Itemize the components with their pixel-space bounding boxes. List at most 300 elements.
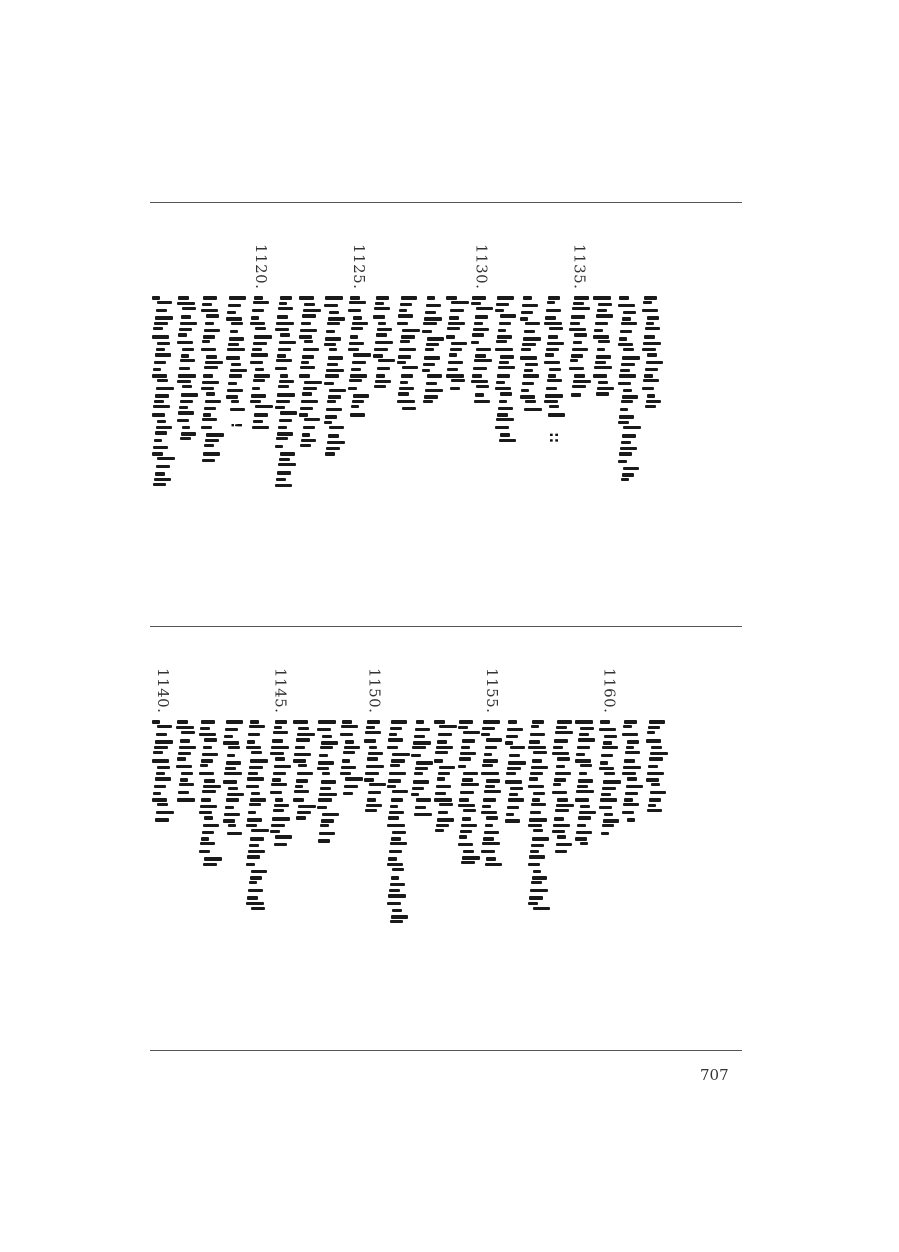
script-stroke [271, 824, 285, 827]
script-stroke [651, 746, 662, 749]
script-stroke [275, 720, 287, 724]
script-stroke [461, 861, 475, 864]
script-stroke [399, 348, 416, 351]
script-stroke [327, 441, 345, 444]
script-stroke [329, 311, 339, 314]
script-stroke [523, 374, 539, 378]
script-stroke [302, 355, 314, 359]
script-stroke [427, 296, 435, 300]
script-stroke [324, 343, 336, 346]
script-stroke [277, 432, 293, 436]
script-stroke [436, 785, 451, 788]
script-stroke [472, 374, 482, 378]
script-stroke [226, 395, 238, 399]
script-stroke [203, 374, 213, 378]
script-stroke [603, 741, 612, 745]
script-stroke [279, 380, 294, 383]
script-stroke [275, 484, 292, 487]
script-stroke [199, 733, 216, 736]
script-stroke [603, 819, 619, 823]
script-stroke [279, 341, 296, 344]
script-stroke [600, 720, 610, 724]
script-stroke [223, 741, 239, 745]
line-number: 1150. [365, 668, 384, 714]
verse-line [542, 244, 568, 506]
line-number: 1125. [350, 244, 368, 290]
script-stroke [597, 309, 607, 312]
script-stroke [510, 746, 525, 749]
script-stroke [399, 387, 414, 390]
script-stroke [206, 392, 215, 396]
script-stroke [378, 359, 395, 362]
script-stroke [647, 394, 655, 398]
script-stroke [555, 809, 569, 812]
mongolian-script-line [432, 720, 454, 840]
script-stroke [328, 395, 341, 399]
script-stroke [231, 363, 241, 366]
script-stroke [458, 804, 475, 807]
mongolian-script-line [550, 720, 572, 860]
script-stroke [649, 798, 661, 802]
script-stroke [646, 322, 654, 325]
script-stroke [249, 881, 257, 884]
script-stroke [548, 413, 565, 417]
script-stroke [447, 368, 458, 371]
script-stroke [434, 798, 452, 802]
script-stroke [644, 335, 655, 339]
script-stroke [416, 798, 431, 802]
script-stroke [438, 733, 452, 736]
script-stroke [204, 407, 216, 410]
script-stroke [481, 850, 495, 853]
script-stroke [437, 818, 454, 822]
script-stroke [578, 816, 591, 820]
script-stroke [552, 830, 565, 833]
script-stroke [156, 733, 167, 736]
script-stroke [414, 772, 423, 775]
script-stroke [348, 387, 357, 390]
script-stroke [254, 296, 263, 300]
script-stroke [278, 307, 293, 310]
script-stroke [374, 385, 386, 388]
script-stroke [474, 322, 483, 325]
script-stroke [402, 366, 418, 369]
script-stroke [348, 348, 359, 351]
script-stroke [533, 792, 545, 795]
script-stroke [402, 329, 420, 332]
script-stroke [345, 740, 354, 744]
script-stroke [203, 296, 217, 300]
script-stroke [155, 353, 171, 357]
script-stroke [340, 772, 351, 775]
script-stroke [471, 380, 488, 383]
script-stroke [343, 792, 353, 795]
script-stroke [414, 735, 425, 738]
script-stroke [505, 780, 522, 784]
script-stroke [272, 778, 281, 782]
script-stroke [298, 764, 307, 767]
script-stroke [205, 322, 214, 325]
script-stroke [570, 322, 580, 325]
script-stroke [156, 309, 167, 312]
script-stroke [251, 792, 260, 795]
script-stroke [427, 374, 442, 378]
script-stroke [320, 746, 333, 749]
script-stroke [556, 843, 572, 846]
script-stroke [325, 337, 341, 341]
script-stroke [569, 328, 586, 331]
script-stroke [546, 309, 561, 312]
script-stroke [180, 359, 195, 362]
script-stroke [280, 411, 297, 415]
script-stroke [325, 452, 335, 456]
script-stroke [392, 831, 406, 834]
mongolian-script-line [518, 296, 540, 416]
verse-line [362, 668, 388, 930]
script-stroke [294, 753, 311, 756]
script-stroke [152, 374, 167, 378]
script-stroke [531, 881, 542, 884]
script-stroke [248, 811, 256, 814]
script-stroke [279, 419, 292, 422]
script-stroke [392, 753, 410, 756]
script-stroke [460, 791, 474, 794]
script-stroke [296, 738, 310, 742]
script-stroke [425, 348, 434, 351]
script-stroke [278, 463, 296, 466]
script-stroke [206, 433, 224, 437]
script-stroke [297, 772, 313, 775]
script-stroke [486, 816, 498, 820]
script-stroke [425, 389, 443, 392]
script-stroke [388, 894, 406, 898]
line-number: 1130. [472, 244, 491, 290]
script-stroke [597, 348, 605, 351]
script-stroke [390, 920, 403, 923]
script-stroke [319, 832, 335, 835]
script-stroke [250, 400, 261, 403]
script-stroke [620, 447, 637, 450]
script-stroke [255, 327, 266, 330]
script-stroke [648, 765, 658, 768]
script-stroke [273, 731, 288, 734]
script-stroke [231, 322, 243, 325]
script-stroke [438, 811, 448, 814]
script-stroke [402, 407, 416, 410]
script-stroke [280, 296, 292, 300]
script-stroke [555, 850, 567, 853]
script-stroke [439, 725, 457, 728]
script-stroke [390, 883, 405, 886]
script-stroke [507, 767, 521, 770]
script-stroke [247, 855, 260, 859]
script-stroke [387, 902, 401, 905]
script-stroke [304, 381, 322, 384]
script-stroke [392, 868, 404, 871]
script-stroke [548, 374, 556, 378]
verse-line [315, 668, 341, 930]
script-stroke [604, 813, 613, 816]
script-stroke [554, 778, 566, 782]
script-stroke [154, 478, 171, 481]
script-stroke [401, 296, 417, 300]
script-stroke [626, 785, 643, 788]
script-stroke [447, 327, 460, 330]
script-stroke [579, 733, 589, 736]
script-stroke [623, 725, 632, 728]
script-stroke [426, 304, 441, 307]
script-stroke [522, 304, 538, 307]
verse-line [174, 668, 200, 930]
script-stroke [650, 791, 666, 794]
script-stroke [250, 798, 266, 802]
script-stroke [415, 767, 428, 770]
script-stroke [182, 385, 192, 388]
script-stroke [275, 406, 285, 409]
script-stroke [484, 753, 492, 756]
script-stroke [533, 829, 543, 832]
script-stroke [275, 328, 289, 331]
script-stroke [155, 316, 173, 320]
script-stroke [296, 816, 306, 820]
script-stroke [177, 419, 189, 422]
script-stroke [498, 407, 513, 410]
script-stroke [544, 361, 560, 364]
script-stroke [599, 728, 616, 731]
script-stroke [647, 772, 664, 775]
script-stroke [532, 720, 544, 724]
script-stroke [223, 819, 235, 823]
script-stroke [572, 385, 586, 388]
punctuation-mark: :: [546, 432, 562, 444]
script-stroke [500, 392, 512, 396]
script-stroke [579, 811, 596, 814]
script-stroke [462, 856, 480, 860]
script-stroke [552, 791, 567, 794]
script-stroke [279, 458, 290, 461]
script-stroke [648, 804, 656, 807]
script-stroke [352, 361, 366, 364]
script-stroke [155, 740, 173, 744]
script-stroke [507, 728, 523, 731]
script-stroke [426, 343, 439, 346]
script-stroke [426, 382, 437, 385]
script-stroke [645, 368, 658, 371]
script-stroke [435, 792, 446, 795]
script-stroke [577, 824, 586, 827]
script-stroke [277, 354, 286, 358]
script-stroke [436, 824, 449, 827]
script-stroke [343, 751, 355, 754]
script-stroke [424, 356, 440, 360]
script-stroke [201, 348, 216, 351]
script-stroke [499, 361, 509, 364]
script-stroke [201, 720, 215, 724]
script-stroke [397, 361, 406, 364]
script-stroke [227, 832, 242, 835]
script-stroke [364, 778, 374, 782]
script-stroke [295, 785, 303, 788]
script-stroke [528, 863, 540, 866]
script-stroke [178, 752, 191, 755]
mongolian-script-line [174, 720, 196, 810]
script-stroke [580, 842, 588, 845]
script-stroke [423, 400, 433, 403]
script-stroke [353, 353, 371, 357]
script-stroke [439, 766, 455, 769]
script-stroke [598, 340, 610, 343]
script-stroke [497, 335, 512, 339]
script-stroke [531, 766, 548, 769]
verse-line [567, 244, 593, 506]
script-stroke [342, 720, 352, 724]
script-stroke [300, 329, 317, 332]
script-stroke [246, 824, 257, 827]
verse-line [224, 244, 250, 506]
script-stroke [626, 746, 634, 749]
script-stroke [227, 348, 245, 351]
script-stroke [179, 406, 188, 409]
script-stroke [341, 766, 356, 769]
script-stroke [575, 837, 587, 841]
script-stroke [529, 740, 540, 744]
script-stroke [596, 392, 609, 396]
script-stroke [199, 850, 210, 853]
verse-line [573, 668, 599, 930]
script-stroke [270, 752, 284, 755]
script-stroke [596, 355, 611, 359]
mongolian-script-line [503, 720, 525, 828]
verse-line [338, 668, 364, 930]
script-stroke [325, 415, 337, 419]
script-stroke [177, 341, 193, 344]
script-stroke [277, 315, 288, 319]
script-stroke [435, 751, 448, 754]
script-stroke [205, 439, 219, 442]
script-stroke [569, 367, 584, 370]
script-stroke [368, 752, 383, 755]
script-stroke [528, 746, 546, 749]
script-stroke [649, 757, 663, 761]
script-stroke [627, 740, 639, 744]
script-stroke [326, 369, 344, 372]
script-stroke [499, 322, 511, 325]
script-stroke [299, 413, 308, 417]
script-stroke [156, 772, 165, 775]
script-stroke [647, 809, 662, 812]
script-stroke [252, 426, 269, 429]
verse-line [550, 668, 576, 930]
script-stroke [646, 778, 659, 782]
script-stroke [228, 787, 238, 790]
script-stroke [415, 806, 426, 809]
script-stroke [573, 380, 591, 383]
script-stroke [575, 720, 593, 724]
script-stroke [273, 809, 284, 812]
script-stroke [350, 374, 367, 378]
script-stroke [485, 824, 493, 827]
script-stroke [520, 317, 528, 321]
script-stroke [366, 765, 384, 768]
script-stroke [254, 374, 270, 378]
script-stroke [557, 757, 570, 761]
script-stroke [387, 746, 398, 749]
script-stroke [275, 445, 283, 448]
script-stroke [253, 342, 267, 345]
script-stroke [228, 343, 239, 346]
script-stroke [603, 780, 621, 784]
script-stroke [599, 806, 612, 809]
mongolian-script-line [268, 720, 290, 850]
script-stroke [484, 831, 499, 834]
script-stroke [231, 400, 239, 403]
script-stroke [545, 316, 556, 320]
script-stroke [435, 829, 444, 832]
script-stroke [624, 798, 633, 802]
script-stroke [533, 751, 547, 754]
script-stroke [180, 437, 191, 440]
script-stroke [523, 296, 532, 300]
script-stroke [202, 790, 216, 793]
script-stroke [203, 413, 211, 417]
script-stroke [270, 791, 282, 794]
script-stroke [250, 837, 264, 841]
script-stroke [299, 296, 314, 300]
script-stroke [439, 803, 453, 806]
script-stroke [545, 353, 554, 357]
script-stroke [524, 330, 535, 333]
line-number: 1140. [154, 668, 172, 714]
script-stroke [201, 309, 218, 312]
mongolian-script-line [591, 296, 613, 406]
line-number: 1135. [570, 244, 589, 290]
script-stroke [463, 731, 480, 734]
script-stroke [552, 752, 569, 755]
script-stroke [451, 301, 469, 304]
script-stroke [279, 302, 287, 305]
script-stroke [397, 400, 415, 403]
script-stroke [155, 777, 171, 781]
script-stroke [202, 340, 210, 343]
script-stroke [204, 366, 218, 369]
script-stroke [576, 831, 592, 834]
script-stroke [556, 804, 574, 807]
script-stroke [367, 798, 376, 802]
mongolian-script-line [291, 720, 313, 826]
script-stroke [524, 369, 533, 372]
script-stroke [178, 333, 187, 337]
script-stroke [529, 896, 543, 900]
script-stroke [601, 793, 611, 796]
verse-line [385, 668, 411, 930]
verse-line [395, 244, 421, 506]
script-stroke [206, 355, 217, 359]
script-stroke [495, 348, 513, 351]
verse-line [620, 668, 646, 930]
script-stroke [620, 408, 628, 411]
verse-line [297, 244, 323, 506]
script-stroke [274, 726, 282, 729]
script-stroke [475, 393, 484, 397]
script-stroke [303, 426, 315, 429]
script-stroke [273, 772, 286, 775]
script-stroke [554, 817, 564, 821]
script-stroke [274, 843, 287, 846]
script-stroke [301, 361, 309, 364]
script-stroke [391, 876, 399, 880]
script-stroke [621, 400, 633, 403]
script-stroke [152, 296, 160, 300]
